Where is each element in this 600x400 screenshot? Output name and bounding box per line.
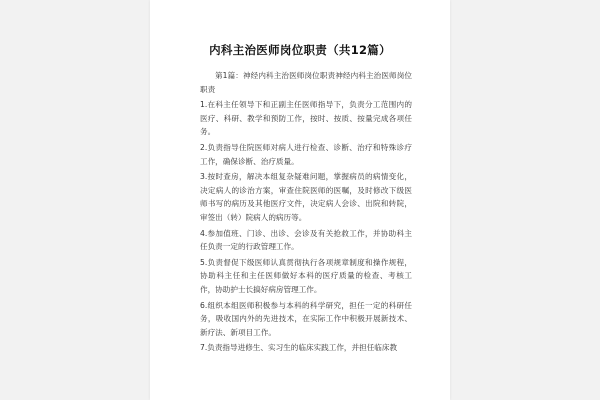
paragraph: 5.负责督促下级医师认真贯彻执行各项规章制度和操作规程，协助科主任和主任医师做好本科的医疗质量的检查、考核工作，协助护士长搞好病房管理工作。 xyxy=(200,257,412,294)
paragraph: 7.负责指导进修生、实习生的临床实践工作，并担任临床教 xyxy=(200,343,398,353)
paragraph: 3.按时查房，解决本组复杂疑难问题，掌握病员的病情变化，决定病人的诊治方案，审查住院医师的医嘱，及时修改下级医师书写的病历及其他医疗文件，决定病人会诊、出院和转院，审签出（转）院病人的病历等。 xyxy=(200,172,412,222)
paragraph: 6.组织本组医师积极参与本科的科学研究，担任一定的科研任务，吸收国内外的先进技术，在实际工作中积极开展新技术、新疗法、新项目工作。 xyxy=(200,300,412,337)
paragraph-heading: 第1篇：神经内科主治医师岗位职责神经内科主治医师岗位职责 xyxy=(200,71,412,94)
document-page xyxy=(150,0,450,400)
paragraph: 1.在科主任领导下和正副主任医师指导下，负责分工范围内的医疗、科研、教学和预防工作，按时、按质、按量完成各项任务。 xyxy=(200,100,412,137)
document-body xyxy=(200,69,412,357)
document-title: 内科主治医师岗位职责（共12篇） xyxy=(209,43,391,57)
paragraph: 4.参加值班、门诊、出诊、会诊及有关抢救工作，并协助科主任负责一定的行政管理工作。 xyxy=(200,228,412,252)
paragraph: 2.负责指导住院医师对病人进行检查、诊断、治疗和特殊诊疗工作，确保诊断、治疗质量。 xyxy=(200,142,412,166)
